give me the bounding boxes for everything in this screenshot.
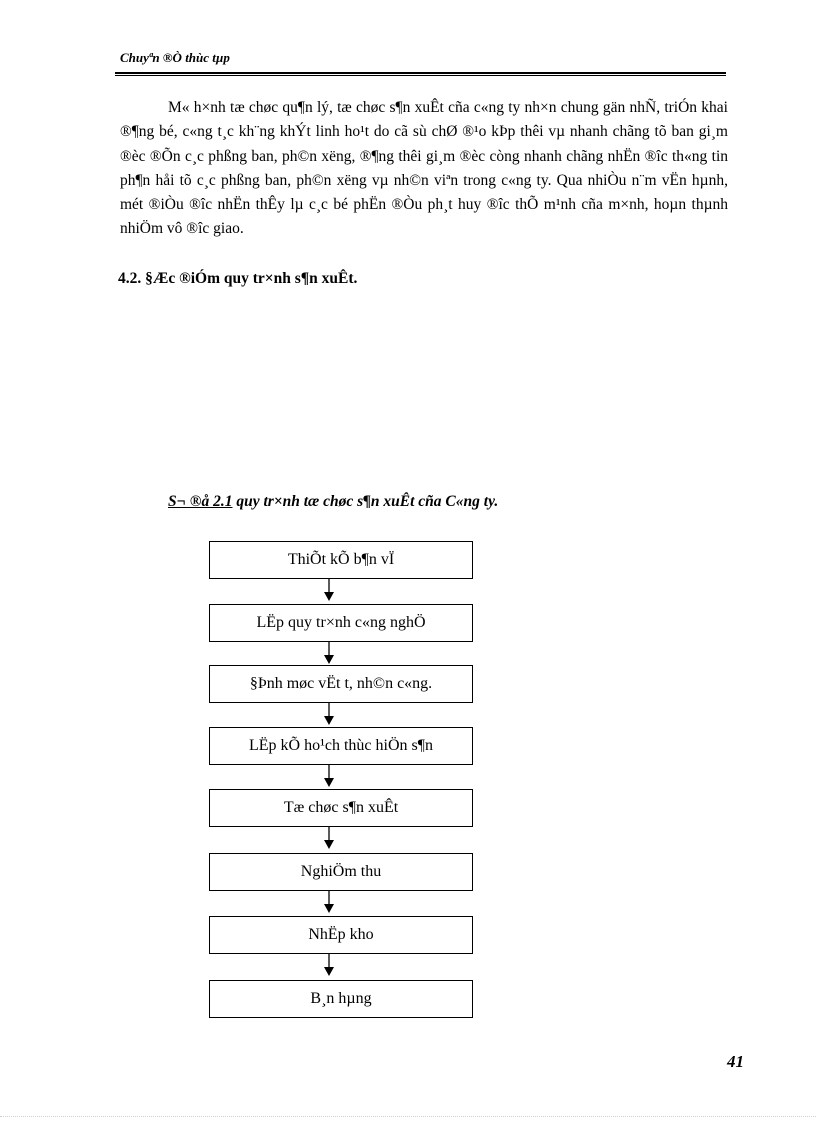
flow-step-material-labor-norms: §Þnh møc vËt t, nh©n c«ng.: [209, 665, 473, 703]
flow-step-sales: B¸n hµng: [209, 980, 473, 1018]
section-heading: 4.2. §Æc ®iÓm quy tr×nh s¶n xuÊt.: [118, 270, 358, 287]
flow-step-design-drawing: ThiÕt kÕ b¶n vÏ: [209, 541, 473, 579]
running-header-title: Chuyªn ®Ò thùc tµp: [120, 50, 230, 65]
flow-step-acceptance: NghiÖm thu: [209, 853, 473, 891]
flow-step-production-plan: LËp kÕ ho¹ch thùc hiÖn s¶n: [209, 727, 473, 765]
flow-arrow-down-icon: [323, 642, 335, 664]
diagram-caption-text: quy tr×nh tæ chøc s¶n xuÊt cña C«ng ty.: [232, 493, 499, 510]
flow-step-organize-production: Tæ chøc s¶n xuÊt: [209, 789, 473, 827]
footer-divider: [0, 1116, 816, 1117]
page-number: 41: [727, 1052, 744, 1071]
flow-arrow-down-icon: [323, 579, 335, 601]
flow-arrow-down-icon: [323, 891, 335, 913]
flow-step-process-planning: LËp quy tr×nh c«ng nghÖ: [209, 604, 473, 642]
flow-arrow-down-icon: [323, 703, 335, 725]
diagram-caption-label: S¬ ®å 2.1: [168, 493, 233, 510]
flow-arrow-down-icon: [323, 827, 335, 849]
flow-arrow-down-icon: [323, 954, 335, 976]
flow-arrow-down-icon: [323, 765, 335, 787]
flow-step-warehousing: NhËp kho: [209, 916, 473, 954]
body-paragraph: M« h×nh tæ chøc qu¶n lý, tæ chøc s¶n xuÊt cña c«ng ty nh×n chung gän nhÑ, triÓn khai ®¶ng bé, c«ng t¸c kh¨ng khÝt linh ho¹t do cã sù chØ ®¹o kÞp thêi vµ nhanh chãng tõ ban gi¸m ®èc ®Õn c¸c phßng ban, ph©n xëng, ®¶ng thêi gi¸m ®èc còng nhanh chãng nhËn ®îc th«ng tin ph¶n håi tõ c¸c phßng ban, ph©n xëng vµ nh©n viªn trong c«ng ty. Qua nhiÒu n¨m vËn hµnh, mét ®iÒu ®îc nhËn thÊy lµ c¸c bé phËn ®Òu ph¸t huy ®îc thÕ m¹nh cña m×nh, hoµn thµnh nhiÖm vô ®îc giao.: [120, 99, 728, 238]
